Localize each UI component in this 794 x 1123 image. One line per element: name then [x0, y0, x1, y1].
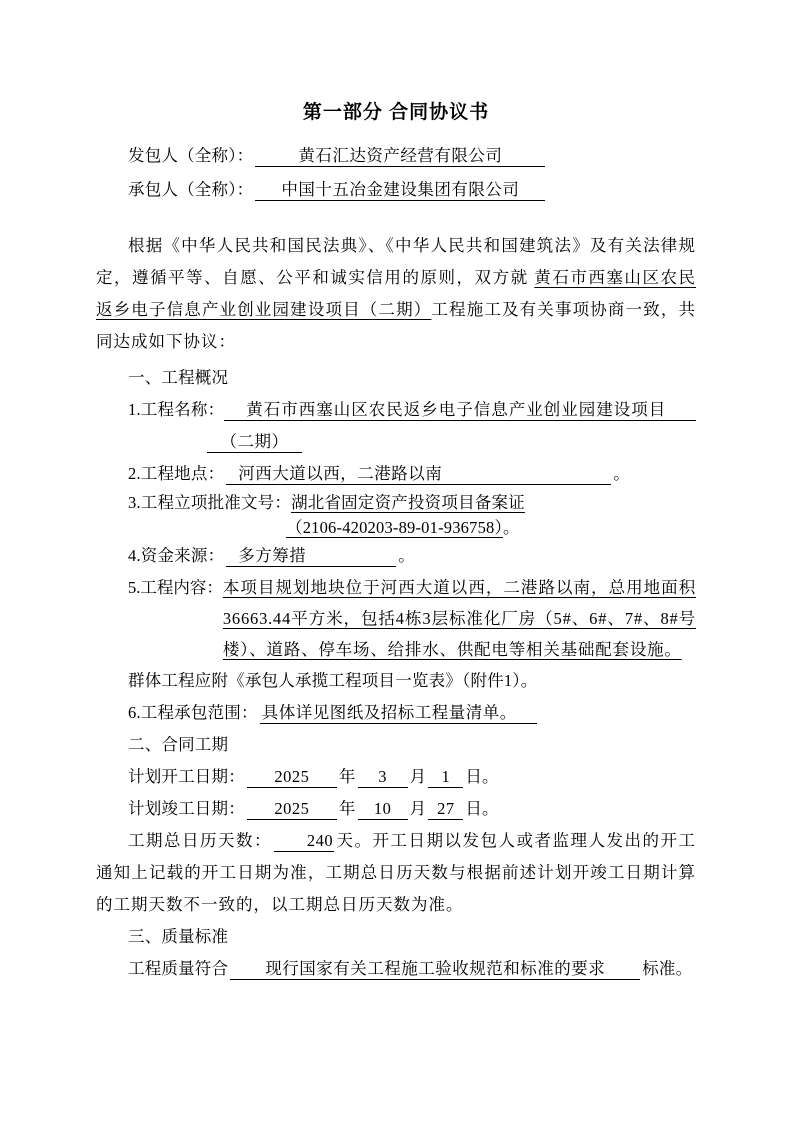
month-unit: 月 — [409, 767, 427, 786]
start-month-value: 3 — [358, 767, 408, 788]
employer-value-underline: 黄石汇达资产经营有限公司 — [255, 146, 545, 167]
preamble-project-name-underlined: 黄石市西塞山区农民返乡电子信息产业创业园建设项目（二期） — [96, 268, 697, 319]
funding-source-label: 4.资金来源： — [128, 546, 225, 565]
contractor-value-underline: 中国十五冶金建设集团有限公司 — [255, 180, 545, 201]
planned-start-date-row — [96, 761, 696, 793]
month-unit: 月 — [409, 799, 427, 818]
contractor-label: 承包人（全称）： — [128, 180, 254, 199]
project-name-label: 1.工程名称： — [128, 400, 225, 419]
employer-label: 发包人（全称）： — [128, 146, 254, 165]
planned-finish-date-row — [96, 793, 696, 825]
quality-standard-row — [96, 953, 696, 985]
contract-scope-value: 具体详见图纸及招标工程量清单。 — [260, 703, 537, 724]
project-content-value: 本项目规划地块位于河西大道以西，二港路以南，总用地面积36663.44平方米，包括4栋3层标准化厂房（5#、6#、7#、8#号楼）、道路、停车场、给排水、供配电等相关基础配套设施。 — [222, 578, 696, 659]
funding-source-period: 。 — [398, 546, 415, 565]
preamble-text-before: 根据《中华人民共和国民法典》、《中华人民共和国建筑法》及有关法律规定，遵循平等、自愿、公平和诚实信用的原则，双方就 — [96, 236, 696, 287]
project-content-row — [96, 572, 696, 665]
quality-prefix: 工程质量符合 — [128, 959, 229, 978]
project-location-label: 2.工程地点： — [128, 464, 225, 483]
section2-heading: 二、合同工期 — [128, 735, 229, 754]
employer-row — [96, 140, 696, 172]
year-unit: 年 — [338, 799, 356, 818]
page-title: 第一部分 合同协议书 — [302, 102, 490, 123]
project-name-row — [96, 394, 696, 426]
project-content-label: 5.工程内容： — [128, 578, 223, 597]
duration-label: 工期总日历天数： — [128, 831, 272, 850]
day-unit: 日。 — [465, 767, 499, 786]
project-name-value-line2: （二期） — [207, 432, 302, 453]
approval-number-label: 3.工程立项批准文号： — [128, 493, 292, 512]
project-name-value-line1: 黄石市西塞山区农民返乡电子信息产业创业园建设项目 — [224, 400, 696, 421]
start-date-label: 计划开工日期： — [128, 767, 245, 786]
duration-days-value: 240 — [274, 831, 334, 852]
project-location-value: 河西大道以西，二港路以南 — [226, 464, 611, 485]
start-day-value: 1 — [428, 767, 463, 788]
finish-month-value: 10 — [358, 799, 408, 820]
funding-source-row — [96, 540, 696, 572]
approval-number-value-line1: 湖北省固定资产投资项目备案证 — [291, 493, 525, 512]
contractor-row — [96, 174, 696, 206]
funding-source-value: 多方筹措 — [226, 546, 396, 567]
finish-year-value: 2025 — [247, 799, 337, 820]
quality-suffix: 标准。 — [642, 959, 693, 978]
approval-number-value-line2: （2106-420203-89-01-936758） — [286, 518, 503, 537]
project-name-row-line2 — [205, 426, 696, 458]
duration-explanation: 天。开工日期以发包人或者监理人发出的开工通知上记载的开工日期为准，工期总日历天数与根据前述计划开竣工日期计算的工期天数不一致的，以工期总日历天数为准。 — [96, 831, 696, 914]
preamble-paragraph — [96, 230, 696, 358]
start-year-value: 2025 — [247, 767, 337, 788]
contract-scope-row — [96, 697, 696, 729]
section1-heading: 一、工程概况 — [128, 368, 229, 387]
finish-date-label: 计划竣工日期： — [128, 799, 245, 818]
approval-number-row — [96, 490, 696, 515]
approval-number-period: 。 — [502, 518, 520, 537]
group-project-note: 群体工程应附《承包人承揽工程项目一览表》（附件1）。 — [128, 671, 538, 690]
project-location-period: 。 — [613, 464, 630, 483]
day-unit: 日。 — [465, 799, 499, 818]
project-location-row — [96, 458, 696, 490]
contract-scope-label: 6.工程承包范围： — [128, 703, 258, 722]
approval-number-row-line2 — [286, 515, 696, 540]
year-unit: 年 — [338, 767, 356, 786]
quality-standard-value: 现行国家有关工程施工验收规范和标准的要求 — [230, 959, 640, 980]
section3-heading: 三、质量标准 — [128, 927, 229, 946]
preamble-text-after: 工程施工及有关事项协商一致，共同达成如下协议： — [96, 300, 697, 351]
duration-paragraph — [96, 825, 696, 921]
finish-day-value: 27 — [428, 799, 463, 820]
